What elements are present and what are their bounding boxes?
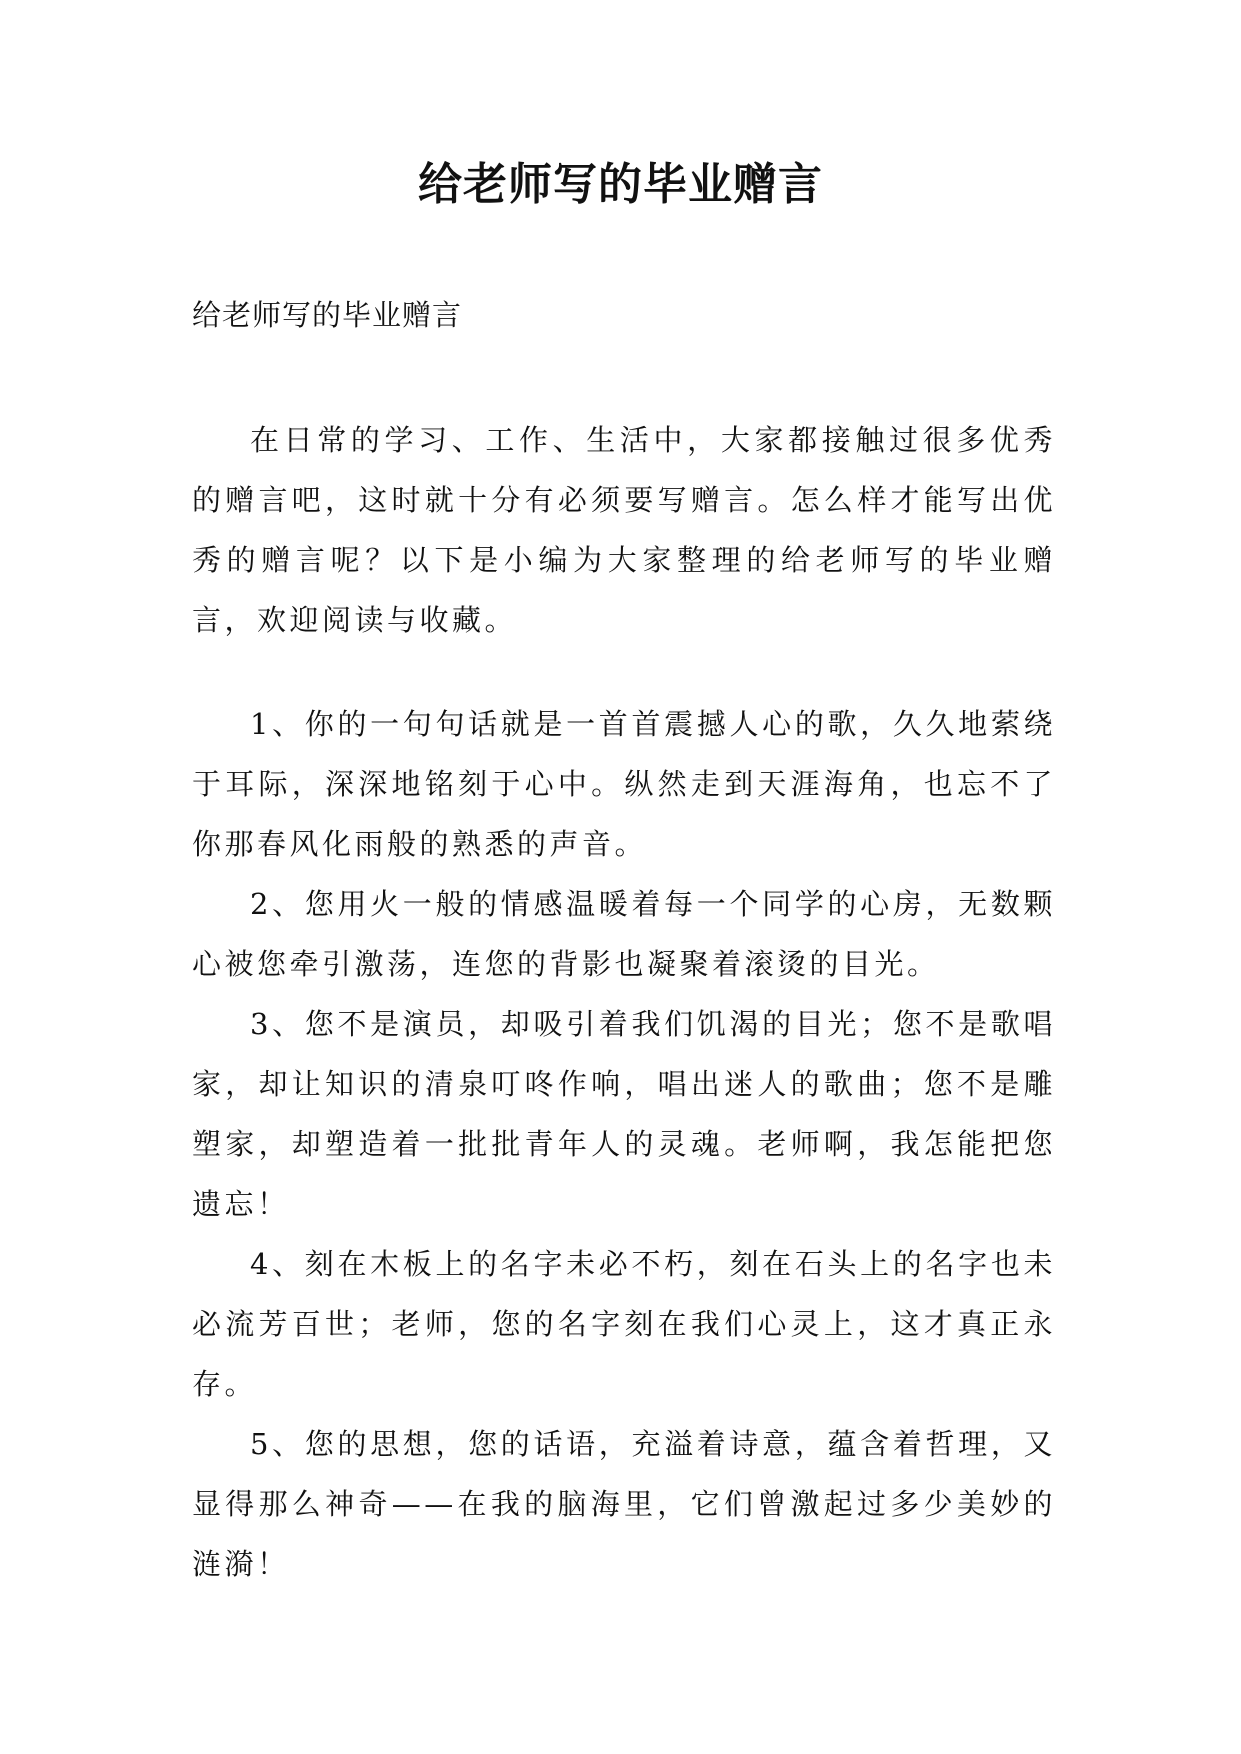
document-title: 给老师写的毕业赠言: [418, 159, 823, 210]
message-item-1: 1、你的一句句话就是一首首震撼人心的歌，久久地萦绕于耳际，深深地铭刻于心中。纵然走到天涯海角，也忘不了你那春风化雨般的熟悉的声音。: [192, 707, 1056, 861]
document-subtitle: 给老师写的毕业赠言: [192, 298, 463, 332]
message-item-5: 5、您的思想，您的话语，充溢着诗意，蕴含着哲理，又显得那么神奇——在我的脑海里，它们曾激起过多少美妙的涟漪！: [192, 1427, 1056, 1581]
intro-paragraph: 在日常的学习、工作、生活中，大家都接触过很多优秀的赠言吧，这时就十分有必须要写赠言。怎么样才能写出优秀的赠言呢？以下是小编为大家整理的给老师写的毕业赠言，欢迎阅读与收藏。: [192, 423, 1056, 637]
message-item-3: 3、您不是演员，却吸引着我们饥渴的目光；您不是歌唱家，却让知识的清泉叮咚作响，唱出迷人的歌曲；您不是雕塑家，却塑造着一批批青年人的灵魂。老师啊，我怎能把您遗忘！: [192, 1007, 1056, 1221]
message-item-4: 4、刻在木板上的名字未必不朽，刻在石头上的名字也未必流芳百世；老师，您的名字刻在我们心灵上，这才真正永存。: [192, 1247, 1056, 1401]
message-item-2: 2、您用火一般的情感温暖着每一个同学的心房，无数颗心被您牵引激荡，连您的背影也凝聚着滚烫的目光。: [192, 887, 1056, 981]
